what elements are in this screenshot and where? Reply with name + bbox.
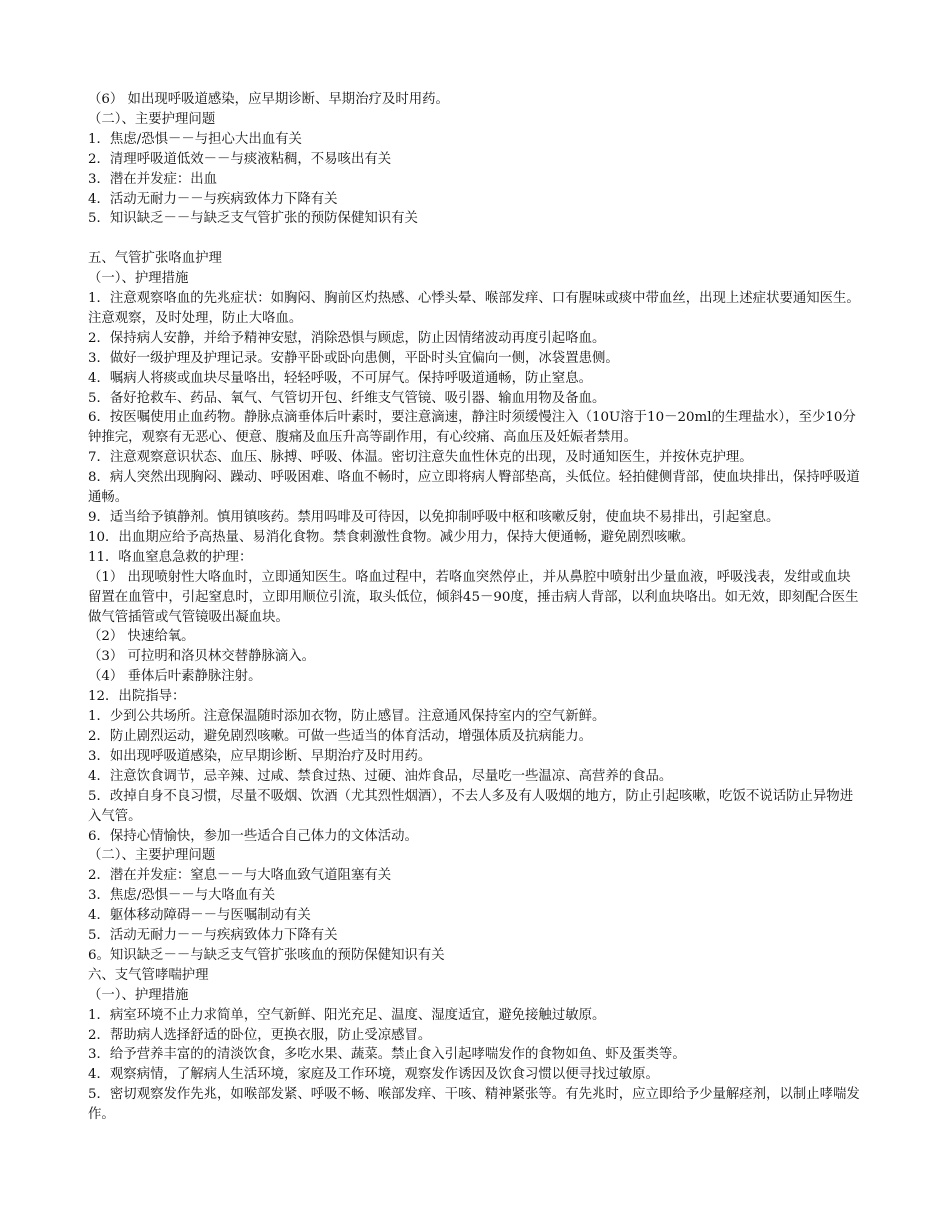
list-item: 6．保持心情愉快，参加一些适合自己体力的文体活动。 xyxy=(88,828,418,844)
list-item: 5．知识缺乏－－与缺乏支气管扩张的预防保健知识有关 xyxy=(88,211,418,227)
list-item: 11．咯血窒息急救的护理： xyxy=(88,549,253,565)
list-item: 5．备好抢救车、药品、氧气、气管切开包、纤维支气管镜、吸引器、输血用物及备血。 xyxy=(88,390,606,406)
list-item: 4．活动无耐力－－与疾病致体力下降有关 xyxy=(88,191,338,207)
section-heading: 五、气管扩张咯血护理 xyxy=(88,251,222,267)
list-item: 6．按医嘱使用止血药物。静脉点滴垂体后叶素时，要注意滴速，静注时须缓慢注入（10U溶于10－20ml的生理盐水），至少10分钟推完，观察有无恶心、便意、腹痛及血压升高等副作用，有心绞痛、高血压及妊娠者禁用。 xyxy=(88,410,856,446)
list-item: 10．出血期应给予高热量、易消化食物。禁食刺激性食物。减少用力，保持大便通畅，避免剧烈咳嗽。 xyxy=(88,529,695,545)
list-item: 2．防止剧烈运动，避免剧烈咳嗽。可做一些适当的体育活动，增强体质及抗病能力。 xyxy=(88,728,592,744)
list-item: 9．适当给予镇静剂。慎用镇咳药。禁用吗啡及可待因，以免抑制呼吸中枢和咳嗽反射，使血块不易排出，引起窒息。 xyxy=(88,510,780,526)
section-heading: 六、支气管哮喘护理 xyxy=(88,967,209,983)
list-item: 4．观察病情，了解病人生活环境，家庭及工作环境，观察发作诱因及饮食习惯以便寻找过敏原。 xyxy=(88,1067,659,1083)
list-item: （1） 出现喷射性大咯血时，立即通知医生。咯血过程中，若咯血突然停止，并从鼻腔中喷射出少量血液，呼吸浅表，发绀或血块留置在血管中，引起窒息时，立即用顺位引流，取头低位，倾斜45－90度，捶击病人背部，以利血块咯出。如无效，即刻配合医生做气管插管或气管镜吸出凝血块。 xyxy=(88,569,859,625)
list-item: 3．给予营养丰富的的清淡饮食，多吃水果、蔬菜。禁止食入引起哮喘发作的食物如鱼、虾及蛋类等。 xyxy=(88,1047,686,1063)
list-item: 12．出院指导： xyxy=(88,689,186,705)
list-item: （4） 垂体后叶素静脉注射。 xyxy=(88,669,262,685)
list-item: （2） 快速给氧。 xyxy=(88,629,195,645)
list-item: 3．做好一级护理及护理记录。安静平卧或卧向患侧，平卧时头宜偏向一侧，冰袋置患侧。 xyxy=(88,350,619,366)
list-item: 4．注意饮食调节，忌辛辣、过咸、禁食过热、过硬、油炸食品，尽量吃一些温凉、高营养的食品。 xyxy=(88,768,673,784)
list-item: 5．活动无耐力－－与疾病致体力下降有关 xyxy=(88,928,338,944)
section-subheading: （二）、主要护理问题 xyxy=(88,848,216,864)
blank-line xyxy=(88,229,864,249)
list-item: 1．焦虑/恐惧－－与担心大出血有关 xyxy=(88,131,302,147)
list-item: 4．嘱病人将痰或血块尽量咯出，轻轻呼吸，不可屏气。保持呼吸道通畅，防止窒息。 xyxy=(88,370,592,386)
list-item: 7．注意观察意识状态、血压、脉搏、呼吸、体温。密切注意失血性休克的出现，及时通知医生，并按休克护理。 xyxy=(88,450,753,466)
list-item: 1．注意观察咯血的先兆症状：如胸闷、胸前区灼热感、心悸头晕、喉部发痒、口有腥味或痰中带血丝，出现上述症状要通知医生。注意观察，及时处理，防止大咯血。 xyxy=(88,291,860,326)
list-item: 1．少到公共场所。注意保温随时添加衣物，防止感冒。注意通风保持室内的空气新鲜。 xyxy=(88,709,606,725)
section-subheading: （一）、护理措施 xyxy=(88,271,189,287)
section-subheading: （二）、主要护理问题 xyxy=(88,111,216,127)
list-item: 2．清理呼吸道低效－－与痰液粘稠，不易咳出有关 xyxy=(88,151,392,167)
list-item: 3．潜在并发症：出血 xyxy=(88,171,218,187)
list-item: 3．如出现呼吸道感染，应早期诊断、早期治疗及时用药。 xyxy=(88,748,432,764)
list-item: 2．保持病人安静，并给予精神安慰，消除恐惧与顾虑，防止因情绪波动再度引起咯血。 xyxy=(88,330,606,346)
list-item: 8．病人突然出现胸闷、躁动、呼吸困难、咯血不畅时，应立即将病人臀部垫高，头低位。轻拍健侧背部，使血块排出，保持呼吸道通畅。 xyxy=(88,470,860,506)
text-line: （6） 如出现呼吸道感染，应早期诊断、早期治疗及时用药。 xyxy=(88,92,449,107)
list-item: 2．潜在并发症：窒息－－与大咯血致气道阻塞有关 xyxy=(88,868,392,884)
list-item: （3） 可拉明和洛贝林交替静脉滴入。 xyxy=(88,649,316,665)
list-item: 2．帮助病人选择舒适的卧位，更换衣服，防止受凉感冒。 xyxy=(88,1027,432,1043)
list-item: 1．病室环境不止力求简单，空气新鲜、阳光充足、温度、湿度适宜，避免接触过敏原。 xyxy=(88,1007,606,1023)
list-item: 5．改掉自身不良习惯，尽量不吸烟、饮酒（尤其烈性烟酒），不去人多及有人吸烟的地方，防止引起咳嗽，吃饭不说话防止异物进入气管。 xyxy=(88,788,854,824)
list-item: 3．焦虑/恐惧－－与大咯血有关 xyxy=(88,888,276,904)
document-body xyxy=(88,90,864,1125)
list-item: 6。知识缺乏－－与缺乏支气管扩张咳血的预防保健知识有关 xyxy=(88,947,445,963)
section-subheading: （一）、护理措施 xyxy=(88,987,189,1003)
list-item: 5．密切观察发作先兆，如喉部发紧、呼吸不畅、喉部发痒、干咳、精神紧张等。有先兆时，应立即给予少量解痉剂，以制止哮喘发作。 xyxy=(88,1087,860,1123)
list-item: 4．躯体移动障碍－－与医嘱制动有关 xyxy=(88,908,311,924)
